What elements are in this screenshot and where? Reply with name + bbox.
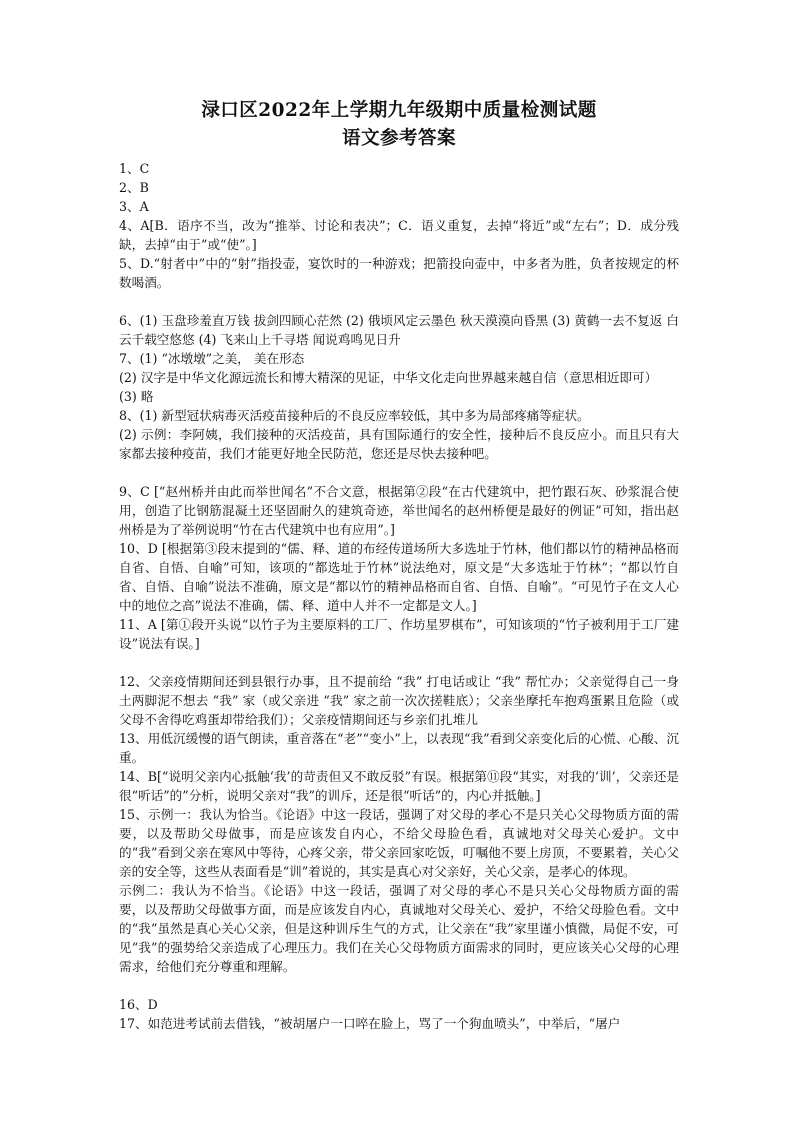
answer-paragraph: 11、A [第①段开头说“以竹子为主要原料的工厂、作坊星罗棋布”，可知该项的“竹子被利用于工厂建设”说法有误。] — [119, 617, 679, 651]
answer-paragraph: 2、B — [119, 180, 149, 195]
answer-paragraph: 6、(1) 玉盘珍羞直万钱 拔剑四顾心茫然 (2) 俄顷风定云墨色 秋天漠漠向昏黑 (3) 黄鹤一去不复返 白云千载空悠悠 (4) 飞来山上千寻塔 闻说鸡鸣见日升 — [119, 313, 679, 347]
document-subtitle: 语文参考答案 — [341, 128, 456, 149]
answer-paragraph: (3) 略 — [119, 389, 154, 404]
answer-paragraph: 5、D.“射者中”中的“射”指投壶，宴饮时的一种游戏；把箭投向壶中，中多者为胜，负者按规定的杯数喝酒。 — [119, 256, 679, 290]
answer-paragraph: 16、D — [119, 997, 158, 1012]
answer-paragraph: 13、用低沉缓慢的语气朗读，重音落在“老”“变小”上，以表现“我”看到父亲变化后的心慌、心酸、沉重。 — [119, 731, 679, 765]
answer-paragraph: (2) 汉字是中华文化源远流长和博大精深的见证，中华文化走向世界越来越自信（意思相近即可） — [119, 370, 658, 385]
answer-paragraph: 9、C [“赵州桥并由此而举世闻名”不合文意，根据第②段“在古代建筑中，把竹跟石灰、砂浆混合使用，创造了比钢筋混凝土还坚固耐久的建筑奇迹，举世闻名的赵州桥便是最好的例证”可知，指出赵州桥是为了举例说明“竹在古代建筑中也有应用”。] — [119, 484, 679, 537]
answer-paragraph: 14、B[“说明父亲内心抵触‘我’的苛责但又不敢反驳”有误。根据第⑪段“其实，对我的‘训’，父亲还是很“听话”的”分析，说明父亲对“我”的训斥，还是很“听话”的，内心并抵触。] — [119, 769, 679, 803]
paragraph-gap — [119, 292, 679, 311]
answer-paragraph: 15、示例一：我认为恰当。《论语》中这一段话，强调了对父母的孝心不是只关心父母物质方面的需要，以及帮助父母做事，而是应该发自内心，不给父母脸色看，真诚地对父母关心爱护。文中的“我”看到父亲在寒风中等待，心疼父亲，带父亲回家吃饭，叮嘱他不要上房顶，不要累着，关心父亲的安全等，这些从表面看是“训”着说的，其实是真心对父亲好，关心父亲，是孝心的体现。 — [119, 807, 679, 879]
answer-paragraph: 4、A[B．语序不当，改为“推举、讨论和表决”；C．语义重复，去掉“将近”或“左右”；D．成分残缺，去掉“由于”或“使”。] — [119, 218, 679, 252]
document-title: 渌口区2022年上学期九年级期中质量检测试题 — [201, 100, 597, 121]
answer-paragraph: 10、D [根据第③段末提到的“儒、释、道的布经传道场所大多选址于竹林，他们都以竹的精神品格而自省、自悟、自喻”可知，该项的“都选址于竹林”说法绝对，原文是“大多选址于竹林”；“都以竹自省、自悟、自喻”说法不准确，原文是“都以竹的精神品格而自省、自悟、自喻”。“可见竹子在文人心中的地位之高”说法不准确，儒、释、道中人并不一定都是文人。] — [119, 541, 679, 613]
answer-list — [119, 159, 679, 1033]
answer-paragraph: 1、C — [119, 161, 150, 176]
paragraph-gap — [119, 463, 679, 482]
answer-paragraph: (2) 示例：李阿姨，我们接种的灭活疫苗，具有国际通行的安全性，接种后不良反应小。而且只有大家都去接种疫苗，我们才能更好地全民防范，您还是尽快去接种吧。 — [119, 427, 679, 461]
paragraph-gap — [119, 653, 679, 672]
answer-paragraph: 7、(1) “冰墩墩”之美， 美在形态 — [119, 351, 305, 366]
answer-paragraph: 8、(1) 新型冠状病毒灭活疫苗接种后的不良反应率较低，其中多为局部疼痛等症状。 — [119, 408, 590, 423]
answer-paragraph: 12、父亲疫情期间还到县银行办事，且不提前给 “我” 打电话或让 “我” 帮忙办；父亲觉得自己一身土两脚泥不想去 “我” 家（或父亲进 “我” 家之前一次次搓鞋底）；父亲坐摩托车抱鸡蛋累且危险（或父母不舍得吃鸡蛋却带给我们）；父亲疫情期间还与乡亲们扎堆儿 — [119, 674, 679, 727]
paragraph-gap — [119, 976, 679, 995]
answer-paragraph: 示例二：我认为不恰当。《论语》中这一段话，强调了对父母的孝心不是只关心父母物质方面的需要，以及帮助父母做事方面，而是应该发自内心，真诚地对父母关心、爱护，不给父母脸色看。文中的“我”虽然是真心关心父亲，但是这种训斥生气的方式，让父亲在“我”家里谨小慎微，局促不安，可见“我”的强势给父亲造成了心理压力。我们在关心父母物质方面需求的同时，更应该关心父母的心理需求，给他们充分尊重和理解。 — [119, 883, 679, 974]
answer-sheet-page — [119, 97, 679, 1033]
answer-paragraph: 17、如范进考试前去借钱，“被胡屠户一口啐在脸上，骂了一个狗血喷头”，中举后，“屠户 — [119, 1016, 621, 1031]
answer-paragraph: 3、A — [119, 199, 149, 214]
